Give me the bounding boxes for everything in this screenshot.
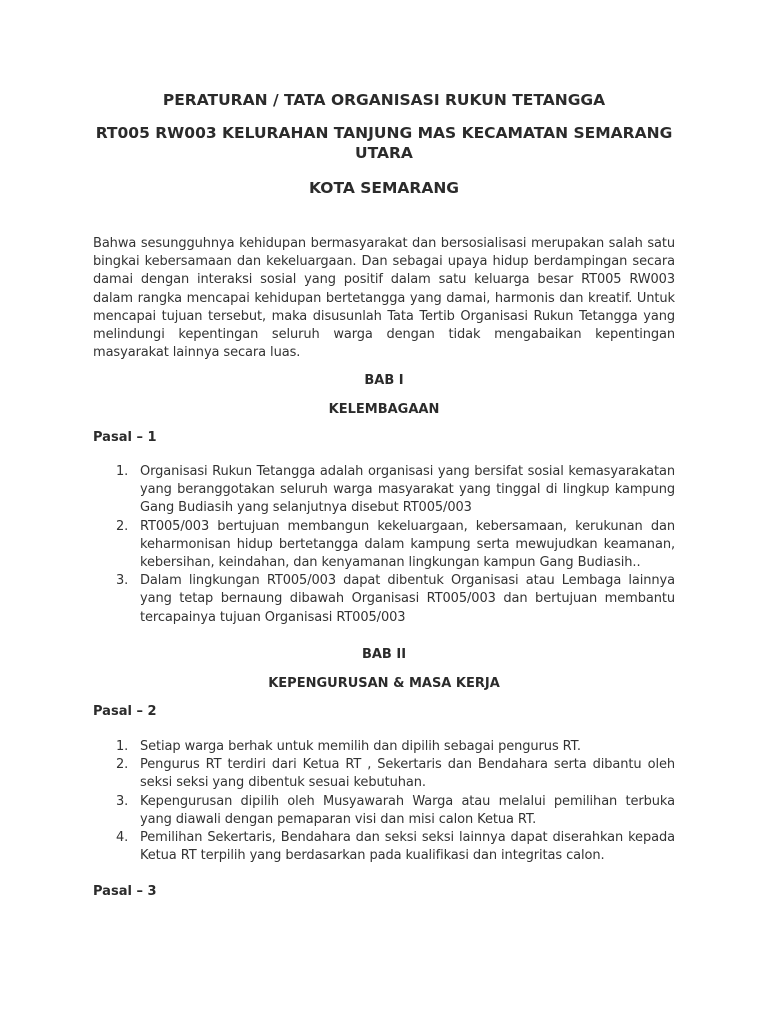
list-item: 1. Organisasi Rukun Tetangga adalah organisasi yang bersifat sosial kemasyarakatan yang beranggotakan seluruh warga masyarakat yang tinggal di lingkup kampung Gang Budiasih yang selanjutnya disebut RT005/003	[116, 464, 675, 516]
pasal1-list	[93, 463, 675, 627]
document-title-line3: KOTA SEMARANG	[308, 179, 460, 197]
pasal3-label: Pasal – 3	[93, 884, 157, 899]
document-title-line1: PERATURAN / TATA ORGANISASI RUKUN TETANGGA	[162, 91, 606, 109]
bab1-label: BAB I	[364, 373, 404, 388]
list-item: 3. Dalam lingkungan RT005/003 dapat dibentuk Organisasi atau Lembaga lainnya yang tetap bernaung dibawah Organisasi RT005/003 dan bertujuan membantu tercapainya tujuan Organisasi RT005/003	[116, 573, 675, 625]
pasal2-list	[93, 738, 675, 865]
pasal1-label: Pasal – 1	[93, 430, 157, 445]
document-title-line2: RT005 RW003 KELURAHAN TANJUNG MAS KECAMATAN SEMARANG UTARA	[95, 124, 673, 162]
list-item: 4. Pemilihan Sekertaris, Bendahara dan seksi seksi lainnya dapat diserahkan kepada Ketua RT terpilih yang berdasarkan pada kualifikasi dan integritas calon.	[116, 830, 675, 864]
bab2-heading: KEPENGURUSAN & MASA KERJA	[268, 676, 500, 691]
bab2-label: BAB II	[361, 647, 407, 662]
bab1-heading: KELEMBAGAAN	[328, 402, 440, 417]
intro-paragraph: Bahwa sesungguhnya kehidupan bermasyarakat dan bersosialisasi merupakan salah satu bingkai kebersamaan dan kekeluargaan. Dan sebagai upaya hidup berdampingan secara damai dengan interaksi sosial yang positif dalam satu keluarga besar RT005 RW003 dalam rangka mencapai kehidupan bertetangga yang damai, harmonis dan kreatif. Untuk mencapai tujuan tersebut, maka disusunlah Tata Tertib Organisasi Rukun Tetangga yang melindungi kepentingan seluruh warga dengan tidak mengabaikan kepentingan masyarakat lainnya secara luas.	[93, 236, 675, 361]
pasal2-label: Pasal – 2	[93, 704, 157, 719]
list-item: 3. Kepengurusan dipilih oleh Musyawarah Warga atau melalui pemilihan terbuka yang diawali dengan pemaparan visi dan misi calon Ketua RT.	[116, 793, 675, 827]
list-item: 2. Pengurus RT terdiri dari Ketua RT , Sekertaris dan Bendahara serta dibantu oleh seksi seksi yang dibentuk sesuai kebutuhan.	[116, 757, 675, 791]
list-item: 1. Setiap warga berhak untuk memilih dan dipilih sebagai pengurus RT.	[116, 739, 581, 754]
list-item: 2. RT005/003 bertujuan membangun kekeluargaan, kebersamaan, kerukunan dan keharmonisan hidup bertetangga dalam kampung serta mewujudkan keamanan, kebersihan, keindahan, dan kenyamanan lingkungan kampun Gang Budiasih..	[116, 518, 675, 571]
